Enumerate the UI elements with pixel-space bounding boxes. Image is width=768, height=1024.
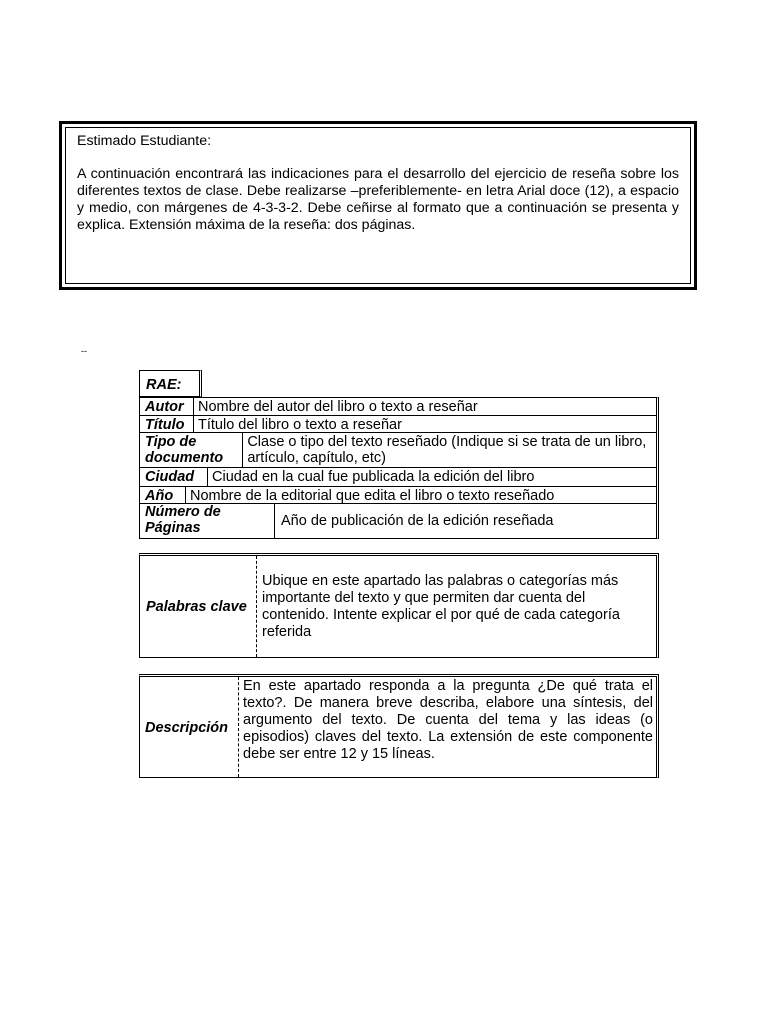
rae-row-tipo [140,433,656,468]
rae-value-tipo: Clase o tipo del texto reseñado (Indique si se trata de un libro, artículo, capítulo, etc) [247,434,647,466]
rae-title: RAE: [139,370,202,397]
rae-label-ano: Año [140,487,186,503]
rae-value-ciudad: Ciudad en la cual fue publicada la edición del libro [212,469,535,485]
palabras-clave-text: Ubique en este apartado las palabras o categorías más importante del texto y que permiten dar cuenta del contenido. Intente explicar el por qué de cada categoría referida [262,573,620,640]
rae-value-titulo: Título del libro o texto a reseñar [198,417,402,433]
rae-label-paginas: Número de Páginas [140,504,275,538]
palabras-clave-box [139,553,659,658]
descripcion-box [139,674,659,778]
rae-table [139,397,659,539]
instructions-box [59,121,697,290]
greeting: Estimado Estudiante: [77,133,212,149]
rae-value-autor: Nombre del autor del libro o texto a reseñar [198,399,478,415]
instructions-paragraph: A continuación encontrará las indicaciones para el desarrollo del ejercicio de reseña sobre los diferentes textos de clase. Debe realizarse –preferiblemente- en letra Arial doce (12), a espacio y medio, con márgenes de 4-3-3-2. Debe ceñirse al formato que a continuación se presenta y explica. Extensión máxima de la reseña: dos páginas. [77,166,679,233]
descripcion-label: Descripción [140,677,239,777]
rae-label-titulo: Título [140,416,194,432]
stray-mark: -- [81,346,87,356]
instructions-inner [65,127,691,284]
rae-label-tipo: Tipo de documento [140,433,243,467]
rae-row-paginas [140,504,656,538]
palabras-clave-label: Palabras clave [140,556,257,657]
rae-label-ciudad: Ciudad [140,468,208,486]
rae-value-ano: Nombre de la editorial que edita el libro o texto reseñado [190,488,555,504]
rae-row-ciudad [140,468,656,487]
descripcion-text: En este apartado responda a la pregunta ¿De qué trata el texto?. De manera breve describa, elabore una síntesis, del argumento del texto. De cuenta del tema y las ideas (o episodios) claves del texto. La extensión de este componente debe ser entre 12 y 15 líneas. [243,678,653,762]
rae-row-ano [140,487,656,504]
rae-label-autor: Autor [140,398,194,415]
rae-row-autor [140,398,656,416]
rae-row-titulo [140,416,656,433]
rae-value-paginas: Año de publicación de la edición reseñada [281,513,554,529]
